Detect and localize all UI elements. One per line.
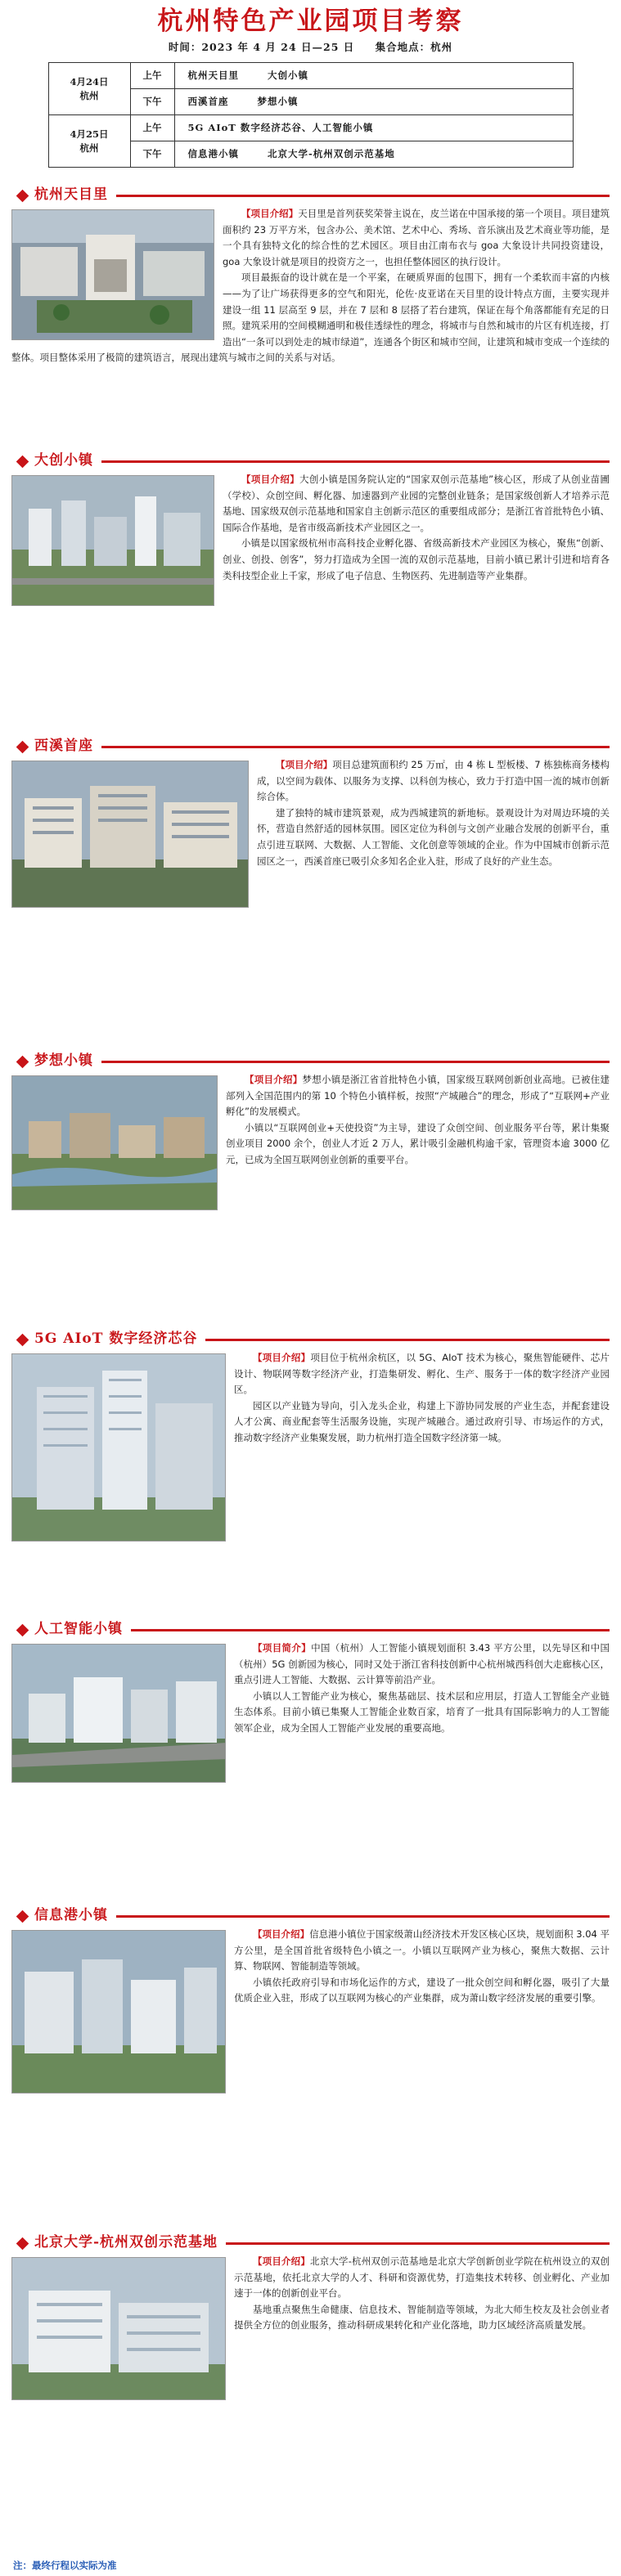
section-title: 北京大学-杭州双创示范基地 [34, 2234, 218, 2251]
section-text: 小镇以人工智能产业为核心，聚焦基础层、技术层和应用层，打造人工智能全产业链生态体系。目前小镇已集聚人工智能企业数百家，培育了一批具有国际影响力的人工智能领军企业，成为全国人工智能产业发展的重要高地。 [234, 1690, 610, 1734]
section-text: 基地重点聚焦生命健康、信息技术、智能制造等领域，为北大师生校友及社会创业者提供全方位的创业服务，推动科研成果转化和产业化落地，助力区域经济高质量发展。 [234, 2303, 610, 2331]
pku-base-photo [11, 2257, 226, 2400]
schedule-item: 梦想小镇 [257, 95, 299, 107]
section-body [11, 472, 610, 608]
schedule-row [48, 63, 573, 89]
section-text: 建了独特的城市建筑景观，成为西城建筑的新地标。景观设计为对周边环境的关怀，营造自然舒适的园林氛围。园区定位为科创与文创产业融合发展的创新平台，重点引进互联网、大数据、人工智能、文化创意等领域的企业。作为中国城市创新示范园区之一，西溪首座已吸引众多知名企业入驻，形成了良好的产业生态。 [257, 806, 610, 867]
schedule-date: 4月25日 [70, 128, 109, 140]
section-title: 西溪首座 [34, 738, 93, 755]
section-tag: 【项目介绍】 [253, 1352, 311, 1363]
diamond-bullet-icon [16, 1333, 29, 1346]
section-text: 中国（杭州）人工智能小镇规划面积 3.43 平方公里，以先导区和中国（杭州）5G 创新园为核心，同时又处于浙江省科技创新中心杭州城西科创大走廊核心区，重点引进人工智能、大数据、云计算等前沿产业。 [234, 1642, 610, 1686]
schedule-items [174, 89, 573, 115]
section-title: 梦想小镇 [34, 1052, 93, 1070]
section-rule [101, 1061, 610, 1063]
section-body [11, 1072, 610, 1212]
section-rule [226, 2242, 610, 2245]
schedule-item: 信息港小镇 [187, 147, 239, 159]
section-dream-town [11, 1051, 610, 1329]
section-tag: 【项目介绍】 [253, 1928, 310, 1940]
schedule-table [48, 62, 574, 168]
section-header [11, 1905, 610, 1927]
section-title: 人工智能小镇 [34, 1621, 123, 1638]
diamond-bullet-icon [16, 455, 29, 468]
schedule-day [48, 63, 130, 115]
section-header [11, 736, 610, 757]
section-body [11, 1927, 610, 2095]
diamond-bullet-icon [16, 189, 29, 202]
section-body [11, 1350, 610, 1543]
schedule-item: 北京大学-杭州双创示范基地 [268, 147, 395, 159]
section-pku-base [11, 2233, 610, 2551]
section-body [11, 206, 610, 366]
aerial-campus-photo [11, 209, 214, 340]
section-rule [131, 1629, 610, 1631]
section-text: 项目总建筑面积约 25 万㎡，由 4 栋 L 型板楼、7 栋独栋商务楼构成，以空间为载体、以服务为支撑、以科创为核心，致力于打造中国一流的城市创新综合体。 [257, 759, 610, 803]
section-header [11, 185, 610, 206]
schedule-half: 下午 [130, 141, 174, 168]
schedule-half: 上午 [130, 63, 174, 89]
section-dachuang [11, 451, 610, 736]
section-text: 天目里是首列获奖荣誉主说在，皮兰诺在中国承接的第一个项目。项目建筑面积约 23 万平方米，包含办公、美术馆、艺术中心、秀场、音乐演出及艺术商业等功能，是一个具有独特文化的综合性的艺术园区。项目由江南布衣与 goa 大象设计共同投资建设，goa 大象设计就是项目的投资方之一，也担任整体园区的执行设计。 [223, 208, 610, 267]
section-text: 信息港小镇位于国家级萧山经济技术开发区核心区块，规划面积 3.04 平方公里，是全国首批省级特色小镇之一。小镇以互联网产业为核心，聚焦大数据、云计算、物联网、智能制造等领域。 [234, 1928, 610, 1972]
section-header [11, 2233, 610, 2254]
schedule-half: 下午 [130, 89, 174, 115]
footnote: 注：最终行程以实际为准 [13, 2560, 117, 2571]
time-label: 时间：2023 年 4 月 24 日—25 日 [168, 41, 355, 53]
dream-town-photo [11, 1075, 218, 1210]
schedule-items [174, 115, 573, 141]
section-tag: 【项目介绍】 [241, 473, 299, 485]
section-tag: 【项目介绍】 [276, 759, 333, 770]
schedule-city: 杭州 [79, 141, 99, 154]
diamond-bullet-icon [16, 2237, 29, 2250]
schedule-items [174, 63, 573, 89]
section-xixi [11, 736, 610, 1051]
diamond-bullet-icon [16, 1055, 29, 1068]
section-rule [205, 1339, 610, 1341]
schedule-half: 上午 [130, 115, 174, 141]
section-text: 北京大学-杭州双创示范基地是北京大学创新创业学院在杭州设立的双创示范基地，依托北京大学的人才、科研和资源优势，打造集技术转移、创业孵化、产业加速于一体的创新创业平台。 [234, 2255, 610, 2300]
section-body [11, 757, 610, 909]
section-text: 梦想小镇是浙江省首批特色小镇，国家级互联网创新创业高地。已被住建部列入全国范围内的第 10 个特色小镇样板，按照“产城融合”的理念，形成了“互联网+产业孵化”的发展模式。 [226, 1074, 610, 1118]
place-label: 集合地点：杭州 [375, 41, 453, 53]
page-title: 杭州特色产业园项目考察 [157, 7, 464, 36]
section-info-port [11, 1905, 610, 2233]
section-tag: 【项目简介】 [253, 1642, 312, 1654]
section-tag: 【项目介绍】 [241, 208, 299, 219]
section-text: 项目位于杭州余杭区，以 5G、AIoT 技术为核心，聚焦智能硬件、芯片设计、物联网等数字经济产业，打造集研发、孵化、生产、服务于一体的数字经济产业园区。 [234, 1352, 610, 1396]
section-tianmuli [11, 185, 610, 451]
meta-line [11, 39, 610, 57]
section-rule [101, 460, 610, 463]
section-tag: 【项目介绍】 [245, 1074, 303, 1085]
chip-valley-photo [11, 1353, 226, 1542]
section-title: 杭州天目里 [34, 186, 108, 204]
section-title: 大创小镇 [34, 452, 93, 469]
schedule-item: 杭州天目里 [187, 69, 239, 81]
section-text: 园区以产业链为导向，引入龙头企业，构建上下游协同发展的产业生态，并配套建设人才公寓、商业配套等生活服务设施，实现产城融合。通过政府引导、市场运作的方式，推动数字经济产业集聚发展，助力杭州打造全国数字经济第一城。 [234, 1399, 610, 1443]
section-header [11, 1329, 610, 1350]
aerial-town-photo [11, 475, 214, 606]
section-text: 小镇是以国家级杭州市高科技企业孵化器、省级高新技术产业园区为核心，聚焦“创新、创业、创投、创客”，努力打造成为全国一流的双创示范基地，目前小镇已累计引进和培育各类科技型企业上千家，形成了电子信息、生物医药、先进制造等产业集群。 [223, 537, 610, 581]
schedule-row [48, 115, 573, 141]
section-ai-town [11, 1619, 610, 1905]
diamond-bullet-icon [16, 740, 29, 753]
section-rule [116, 1915, 610, 1918]
schedule-items [174, 141, 573, 168]
section-tag: 【项目介绍】 [253, 2255, 311, 2267]
office-blocks-photo [11, 761, 249, 908]
section-text: 小镇依托政府引导和市场化运作的方式，建设了一批众创空间和孵化器，吸引了大量优质企业入驻，形成了以互联网为核心的产业集群，成为萧山数字经济发展的重要引擎。 [234, 1976, 610, 2004]
section-rule [116, 195, 610, 197]
section-body [11, 1640, 610, 1784]
ai-town-photo [11, 1644, 226, 1783]
diamond-bullet-icon [16, 1623, 29, 1636]
schedule-city: 杭州 [79, 89, 99, 101]
schedule-item: 大创小镇 [268, 69, 309, 81]
section-text: 大创小镇是国务院认定的“国家双创示范基地”核心区，形成了从创业苗圃（学校）、众创空间、孵化器、加速器到产业园的完整创业链条；是国家级创新人才培养示范基地、国家级双创示范基地和国家自主创新示范区的重要组成部分；是浙江省首批特色小镇、国际合作基地，是省市级高新技术产业园区之一。 [223, 473, 610, 533]
section-header [11, 1051, 610, 1072]
diamond-bullet-icon [16, 1910, 29, 1923]
schedule-item: 5G AIoT 数字经济芯谷、人工智能小镇 [187, 121, 374, 133]
section-header [11, 451, 610, 472]
section-header [11, 1619, 610, 1640]
schedule-day [48, 115, 130, 168]
schedule-item: 西溪首座 [187, 95, 229, 107]
section-body [11, 2254, 610, 2402]
schedule-date: 4月24日 [70, 75, 109, 88]
section-chip-valley [11, 1329, 610, 1619]
section-text: 小镇以“互联网创业+天使投资”为主导，建设了众创空间、创业服务平台等，累计集聚创业项目 2000 余个，创业人才近 2 万人，累计吸引金融机构逾千家，管理资本逾 3000 亿元，已成为全国互联网创业创新的重要平台。 [226, 1121, 610, 1165]
section-rule [101, 746, 610, 748]
section-text: 项目最振奋的设计就在是一个平案，在硬质界面的包围下，拥有一个柔软而丰富的内核——为了让广场获得更多的空气和阳光，伦佐·皮亚诺在天目里的设计特点方面，主要实现并建设一组 11 层高至 9 层，并在 7 层和 8 层搭了若台建筑，保证在每个角落都能有充足的日照。建筑采用的空间模糊通明和极佳透绿性的理念，将城市与自然和城市的片区有机连接，打造出“一条可以到处走的城市绿道”，连通各个街区和城市空间，让建筑和城市变成一个连续的整体。项目整体采用了极简的建筑语言，展现出建筑与城市之间的关系与对话。 [11, 272, 610, 364]
section-title: 信息港小镇 [34, 1907, 108, 1924]
info-port-photo [11, 1930, 226, 2094]
section-title: 5G AIoT 数字经济芯谷 [34, 1331, 198, 1348]
